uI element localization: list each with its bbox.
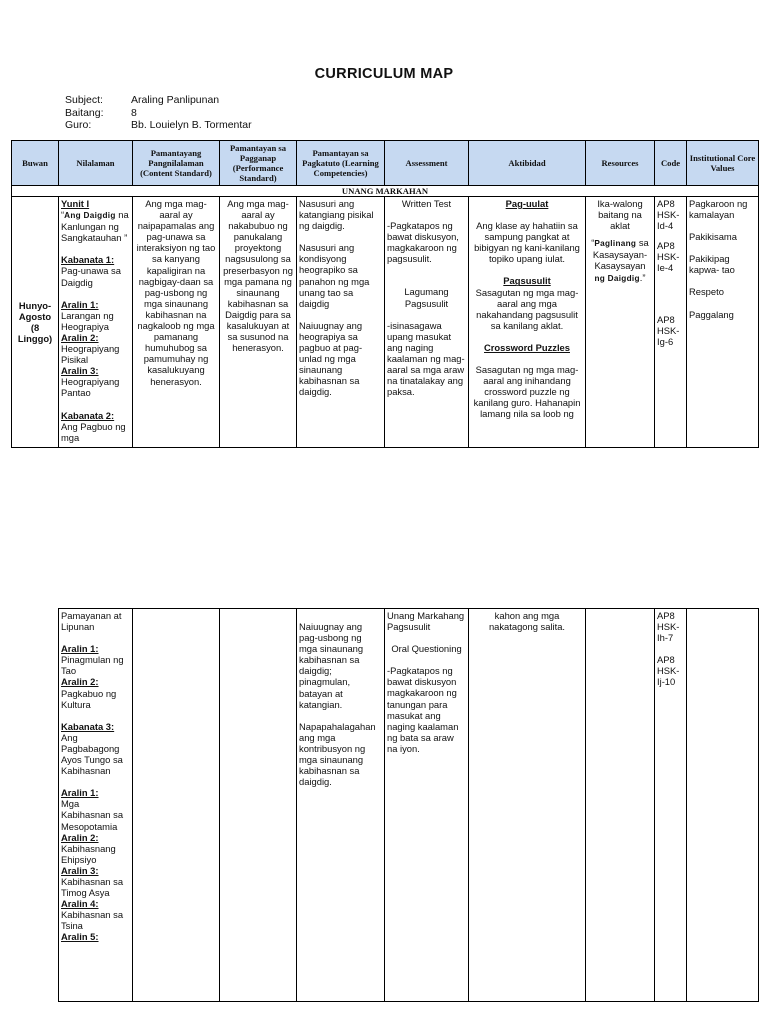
meta-label: Subject: [65, 94, 103, 106]
value-item: Respeto [689, 286, 724, 298]
content-standard-cell: Ang mga mag-aaral ay naipapamalas ang pag-unawa sa interaksiyon ng tao sa kanyang kapaligiran na nagbigay-daan sa pag-usbong ng mga sinaunang kabihasnan na nagkaloob ng mga pamanang humuhubog sa pamumuhay ng kasalukuyang henerasyon. [133, 197, 220, 448]
competency-item: Napapahalagahan ang mga kontribusyon ng mga sinaunang kabihasnan sa daigdig. [299, 720, 376, 788]
aralin-text: Pinagmulan ng Tao [61, 654, 124, 677]
value-item: Pakikisama [689, 231, 737, 243]
assessment-item: Written Test [401, 198, 452, 209]
nilalaman-cell [59, 609, 133, 1002]
kabanata-heading: Kabanata 1: [61, 254, 115, 266]
nilalaman-cell [59, 197, 133, 448]
header-aktibidad: Aktibidad [469, 141, 586, 186]
header-buwan: Buwan [12, 141, 59, 186]
meta-label: Baitang: [65, 106, 104, 119]
resource-item: Ika-walong baitang na aklat [597, 198, 643, 232]
header-performance-standard: Pamantayan sa Pagganap (Performance Standard) [220, 141, 297, 186]
aralin-heading: Aralin 1: [61, 787, 99, 799]
learning-competencies-cell [297, 197, 385, 448]
aktibidad-cell [469, 197, 586, 448]
assessment-cell [385, 609, 469, 1002]
table-row [12, 197, 759, 448]
resource-emph: Paglinang [594, 239, 637, 249]
header-content-standard: Pamantayang Pangnilalaman (Content Standard) [133, 141, 220, 186]
value-item: Paggalang [689, 308, 734, 320]
resources-cell [586, 197, 655, 448]
activity-heading: Pag-uulat [505, 198, 549, 209]
resource-item [588, 237, 652, 283]
unit-title-emph: Ang Daigdig [64, 211, 116, 221]
assessment-item: Unang Markahang Pagsusulit [387, 610, 465, 633]
page-title: CURRICULUM MAP [314, 66, 454, 82]
meta-value: 8 [131, 106, 137, 119]
code-item: AP8 HSK-Ig-6 [657, 313, 680, 347]
buwan-cell: Hunyo-Agosto (8 Linggo) [12, 197, 59, 448]
aralin-heading: Aralin 3: [61, 365, 99, 377]
unit-title [61, 209, 129, 243]
curriculum-table-page1 [11, 140, 759, 448]
code-item: AP8 HSK-Ij-10 [657, 654, 680, 688]
resource-emph: ng Daigdig [594, 273, 640, 283]
resource-text: sa Kasaysayan-Kasaysayan [592, 237, 649, 272]
learning-competencies-cell [297, 609, 385, 1002]
value-item: Pakikipag kapwa- tao [689, 253, 735, 276]
aralin-text: Kabihasnan sa Timog Asya [61, 875, 124, 899]
aktibidad-cell: kahon ang mga nakatagong salita. [469, 609, 586, 1002]
aralin-heading: Aralin 2: [61, 676, 99, 688]
activity-text: Ang klase ay hahatiin sa sampung pangkat at bibigyan ng kani-kanilang topiko upang iulat. [474, 220, 580, 265]
aralin-heading: Aralin 1: [61, 643, 99, 655]
aralin-text: Pagkabuo ng Kultura [61, 687, 117, 710]
aralin-text: Kabihasnang Ehipsiyo [61, 842, 116, 865]
aralin-text: Mga Kabihasnan sa Mesopotamia [61, 798, 124, 832]
meta-grade [65, 107, 252, 120]
core-values-cell [687, 609, 759, 1002]
assessment-item: -Pagkatapos ng bawat diskusyon, magkakaroon ng pagsusulit. [387, 220, 459, 265]
activity-text: Sasagutan ng mga mag-aaral ang inihandang crossword puzzle ng kanilang guro. Hahanapin lamang nila sa loob ng [473, 364, 581, 420]
header-assessment: Assessment [385, 141, 469, 186]
meta-teacher [65, 119, 252, 132]
content-standard-cell [133, 609, 220, 1002]
activity-heading: Crossword Puzzles [484, 341, 570, 353]
aralin-heading: Aralin 3: [61, 864, 99, 876]
aralin-heading: Aralin 1: [61, 298, 99, 310]
competency-item: Naiuugnay ang pag-usbong ng mga sinaunang kabihasnan sa daigdig; pinagmulan, batayan at katangian. [299, 621, 364, 710]
assessment-cell [385, 197, 469, 448]
aralin-text: Kabihasnan sa Tsina [61, 909, 124, 932]
competency-item: Naiuugnay ang heograpiya sa pagbuo at pag-unlad ng mga sinaunang kabihasnan sa daigdig. [299, 319, 363, 398]
unit-title-rest: na Kanlungan ng Sangkatauhan ” [61, 209, 129, 244]
quote-mark: “ [591, 237, 595, 249]
document-meta [65, 94, 252, 132]
code-item: AP8 HSK-Id-4 [657, 198, 680, 232]
assessment-item: Lagumang Pagsusulit [404, 286, 449, 309]
kabanata-text: Ang Pagbabagong Ayos Tungo sa Kabihasnan [61, 731, 123, 777]
performance-standard-cell [220, 609, 297, 1002]
header-row [12, 141, 759, 186]
assessment-item: -isinasagawa upang masukat ang naging kaalaman ng mag-aaral sa mga araw na tinatalakay ang paksa. [387, 319, 465, 398]
aralin-text: Heograpiyang Pantao [61, 376, 120, 399]
kabanata-heading: Kabanata 3: [61, 720, 115, 732]
quote-mark: “ [61, 209, 65, 221]
nilalaman-text: Pamayanan at Lipunan [61, 610, 122, 633]
competency-item: Nasusuri ang kondisyong heograpiko sa panahon ng mga unang tao sa daigdig [299, 242, 370, 309]
kabanata-text: Pag-unawa sa Daigdig [61, 265, 121, 288]
aralin-heading: Aralin 4: [61, 898, 99, 910]
code-cell [655, 609, 687, 1002]
code-item: AP8 HSK-Ih-7 [657, 610, 680, 644]
meta-value: Bb. Louielyn B. Tormentar [131, 119, 252, 131]
code-item: AP8 HSK-Ie-4 [657, 240, 680, 274]
header-code: Code [655, 141, 687, 186]
competency-item: Nasusuri ang katangiang pisikal ng daigdig. [299, 198, 374, 232]
table-row [59, 609, 759, 1002]
aralin-heading: Aralin 2: [61, 331, 99, 343]
code-cell [655, 197, 687, 448]
quarter-label: UNANG MARKAHAN [12, 186, 759, 197]
header-resources: Resources [586, 141, 655, 186]
quarter-row [12, 186, 759, 197]
meta-subject [65, 94, 252, 107]
value-item: Pagkaroon ng kamalayan [689, 198, 748, 221]
aralin-text: Larangan ng Heograpiya [61, 309, 114, 332]
header-core-values: Institutional Core Values [687, 141, 759, 186]
core-values-cell [687, 197, 759, 448]
header-nilalaman: Nilalaman [59, 141, 133, 186]
aralin-heading: Aralin 2: [61, 831, 99, 843]
activity-heading: Pagsusulit [503, 275, 551, 287]
meta-label: Guro: [65, 119, 92, 131]
quote-mark: .” [639, 271, 646, 283]
assessment-item: -Pagkatapos ng bawat diskusyon magkakaroon ng tanungan para masukat ang naging kaalaman ng bata sa araw na iyon. [387, 665, 459, 754]
curriculum-table-page2 [58, 608, 759, 1002]
resources-cell [586, 609, 655, 1002]
performance-standard-cell: Ang mga mag-aaral ay nakabubuo ng panukalang proyektong nagsusulong sa preserbasyon ng mga pamana ng sinaunang kabihasnan sa Daigdig para sa kasalukuyan at sa susunod na henerasyon. [220, 197, 297, 448]
activity-text: Sasagutan ng mga mag-aaral ang mga nakahandang pagsusulit sa kanilang aklat. [475, 286, 579, 331]
header-learning-competencies: Pamantayan sa Pagkatuto (Learning Competencies) [297, 141, 385, 186]
assessment-item: Oral Questioning [391, 643, 462, 655]
kabanata-heading: Kabanata 2: [61, 409, 115, 421]
unit-heading: Yunit I [61, 198, 90, 209]
aralin-heading: Aralin 5: [61, 931, 99, 943]
aralin-text: Heograpiyang Pisikal [61, 343, 120, 366]
meta-value: Araling Panlipunan [131, 94, 220, 106]
kabanata-text: Ang Pagbuo ng mga [61, 420, 126, 443]
